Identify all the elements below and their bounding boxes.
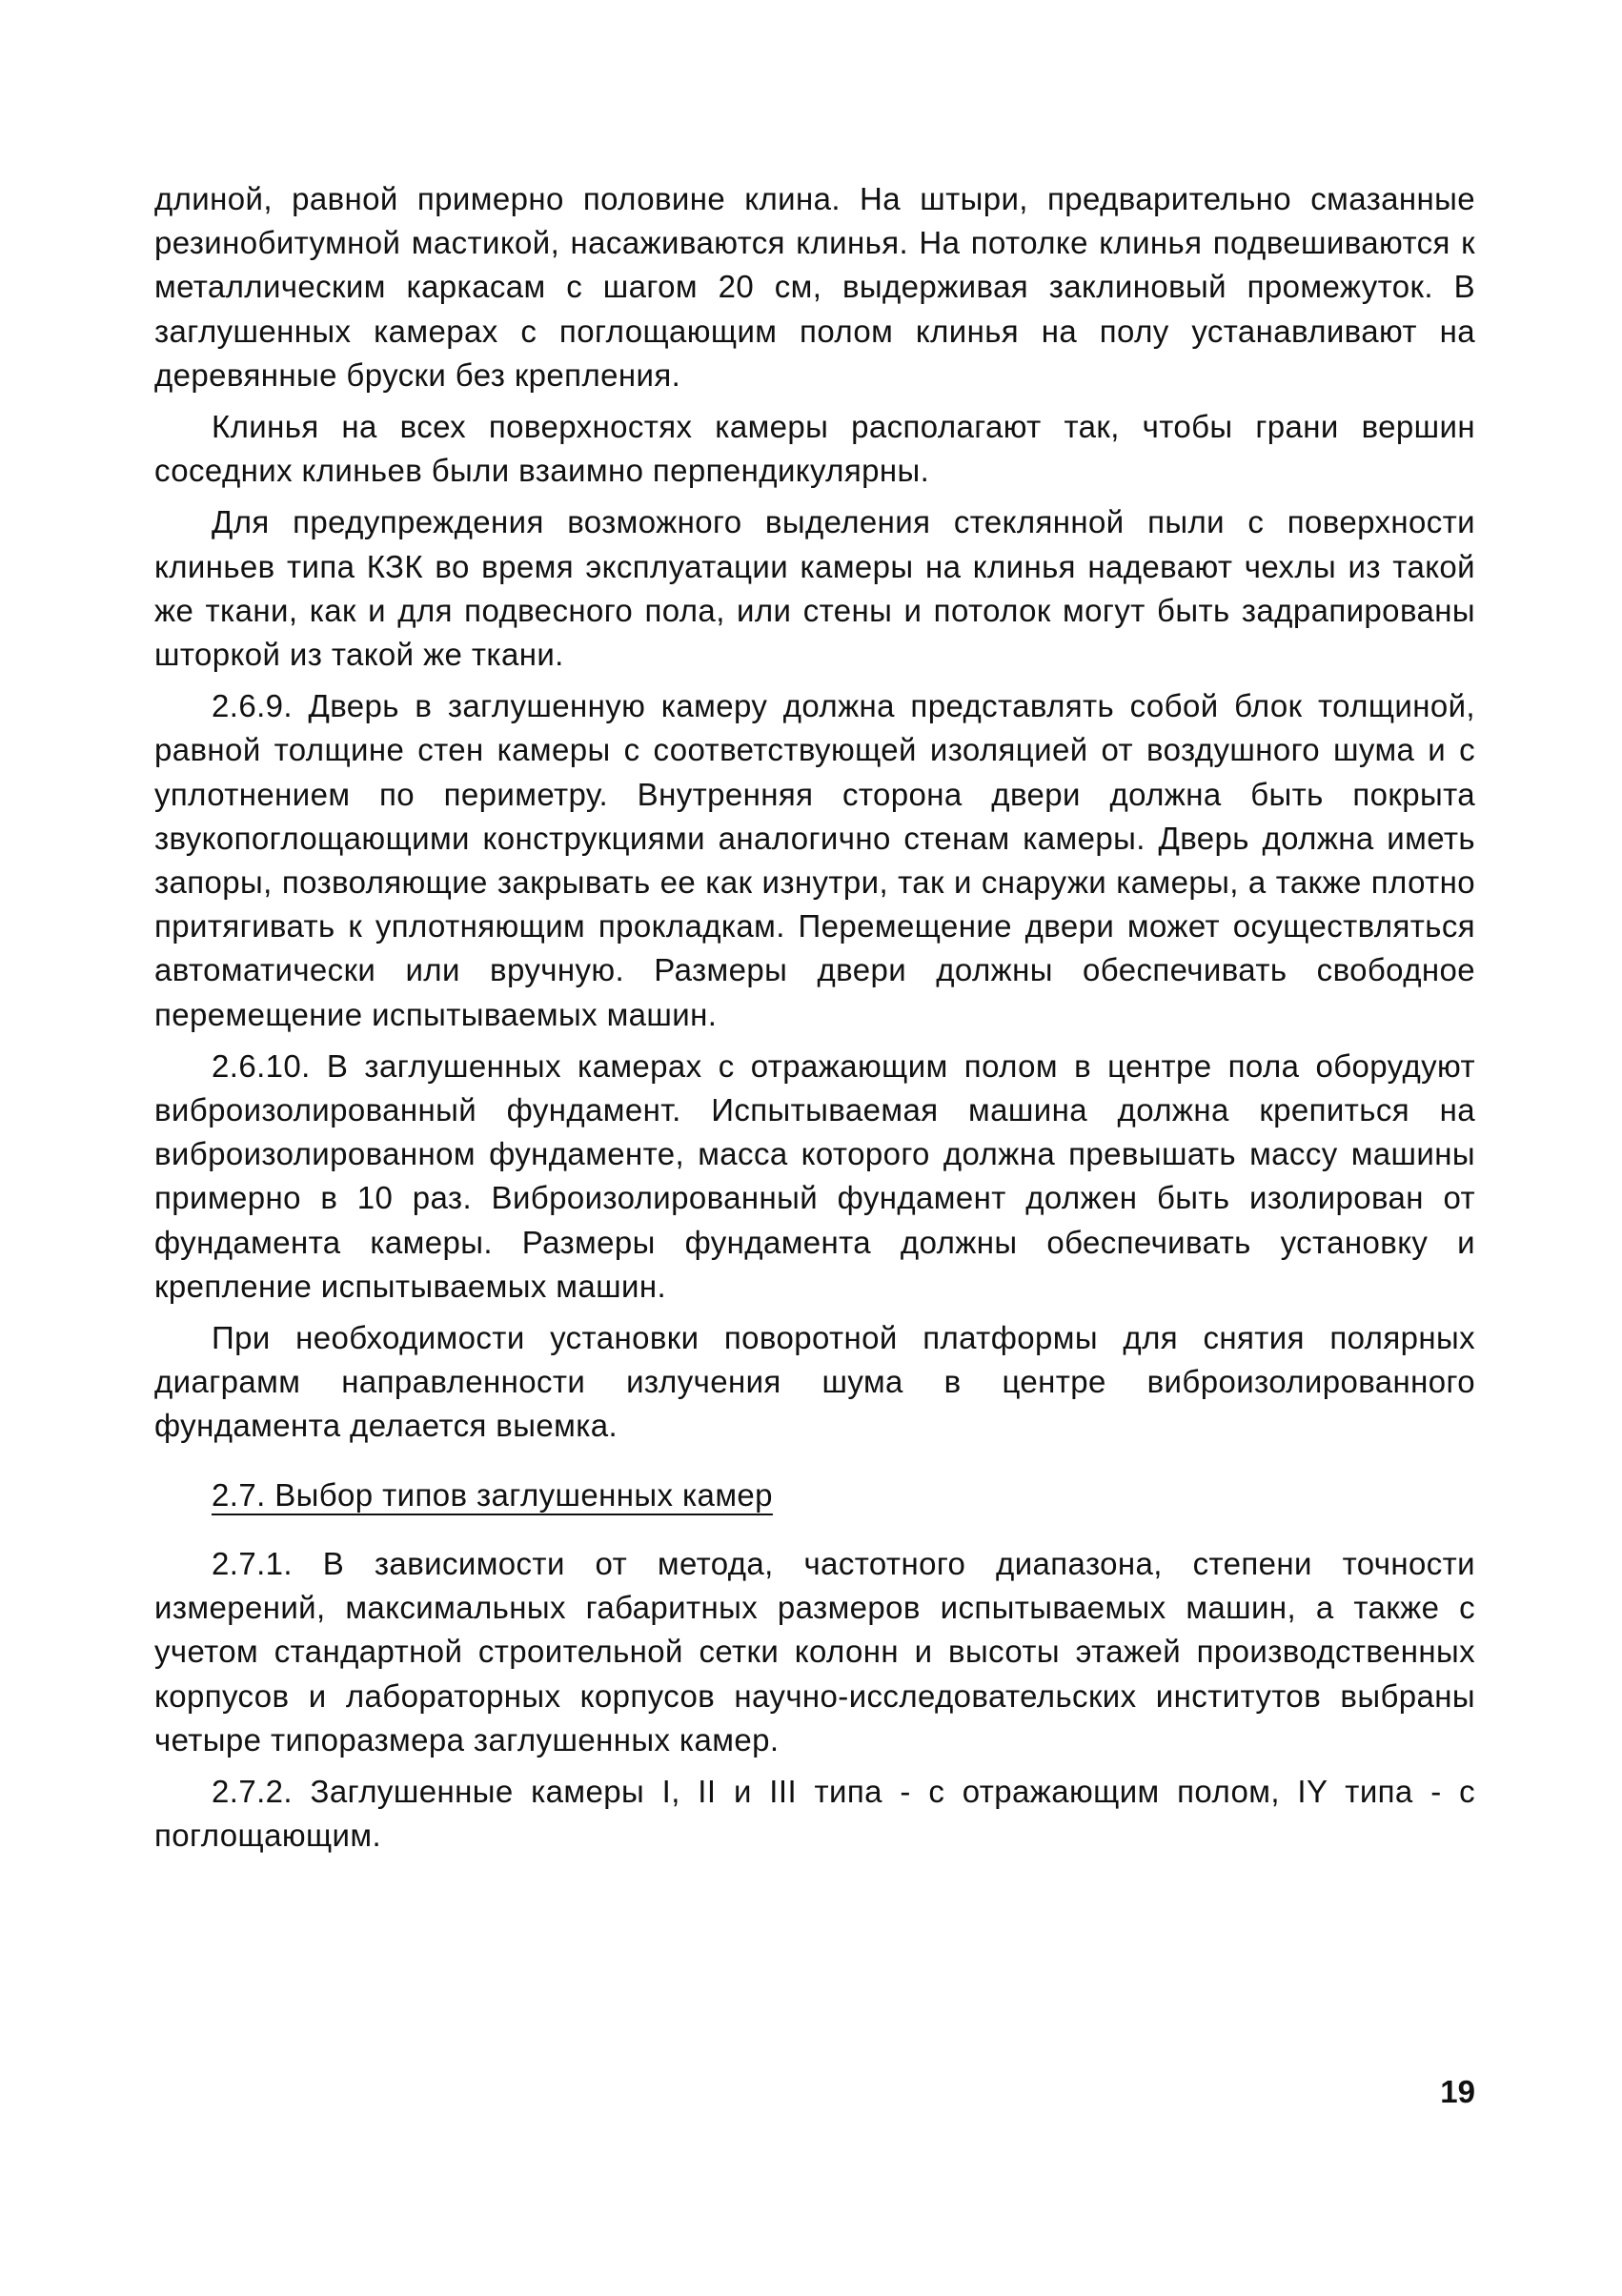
body-text [154,177,1475,1858]
paragraph-turntable-recess: При необходимости установки поворотной платформы для снятия полярных диаграмм направленности излучения шума в центре виброизолированного фундамента делается выемка. [154,1320,1475,1444]
paragraph-2-6-9-door: 2.6.9. Дверь в заглушенную камеру должна представлять собой блок толщиной, равной толщине стен камеры с соответствующей изоляцией от воздушного шума и с уплотнением по периметру. Внутренняя сторона двери должна быть покрыта звукопоглощающими конструкциями аналогично стенам камеры. Дверь должна иметь запоры, позволяющие закрывать ее как изнутри, так и снаружи камеры, а также плотно притягивать к уплотняющим прокладкам. Перемещение двери может осуществляться автоматически или вручную. Размеры двери должны обеспечивать свободное перемещение испытываемых машин. [154,688,1475,1032]
page-number: 19 [1440,2074,1475,2109]
paragraph-wedge-orientation: Клинья на всех поверхностях камеры располагают так, чтобы грани вершин соседних клиньев были взаимно перпендикулярны. [154,409,1475,489]
paragraph-2-6-10-foundation: 2.6.10. В заглушенных камерах с отражающим полом в центре пола оборудуют виброизолированный фундамент. Испытываемая машина должна крепиться на виброизолированном фундаменте, масса которого должна превышать массу машины примерно в 10 раз. Виброизолированный фундамент должен быть изолирован от фундамента камеры. Размеры фундамента должны обеспечивать установку и крепление испытываемых машин. [154,1047,1475,1304]
paragraph-2-7-2-floor-types: 2.7.2. Заглушенные камеры I, II и III типа - с отражающим полом, IY типа - с поглощающим. [154,1773,1475,1854]
section-heading-2-7: 2.7. Выбор типов заглушенных камер [212,1476,773,1513]
paragraph-2-7-1-chamber-types: 2.7.1. В зависимости от метода, частотного диапазона, степени точности измерений, максимальных габаритных размеров испытываемых машин, а также с учетом стандартной строительной сетки колонн и высоты этажей производственных корпусов и лабораторных корпусов научно-исследовательских институтов выбраны четыре типоразмера заглушенных камер. [154,1545,1475,1758]
paragraph-dust-protection: Для предупреждения возможного выделения стеклянной пыли с поверхности клиньев типа КЗК во время эксплуатации камеры на клинья надевают чехлы из такой же ткани, как и для подвесного пола, или стены и потолок могут быть задрапированы шторкой из такой же ткани. [154,504,1475,673]
paragraph-wedge-mounting: длиной, равной примерно половине клина. На штыри, предварительно смазанные резинобитумной мастикой, насаживаются клинья. На потолке клинья подвешиваются к металлическим каркасам с шагом 20 см, выдерживая заклиновый промежуток. В заглушенных камерах с поглощающим полом клинья на полу устанавливают на деревянные бруски без крепления. [154,181,1475,393]
